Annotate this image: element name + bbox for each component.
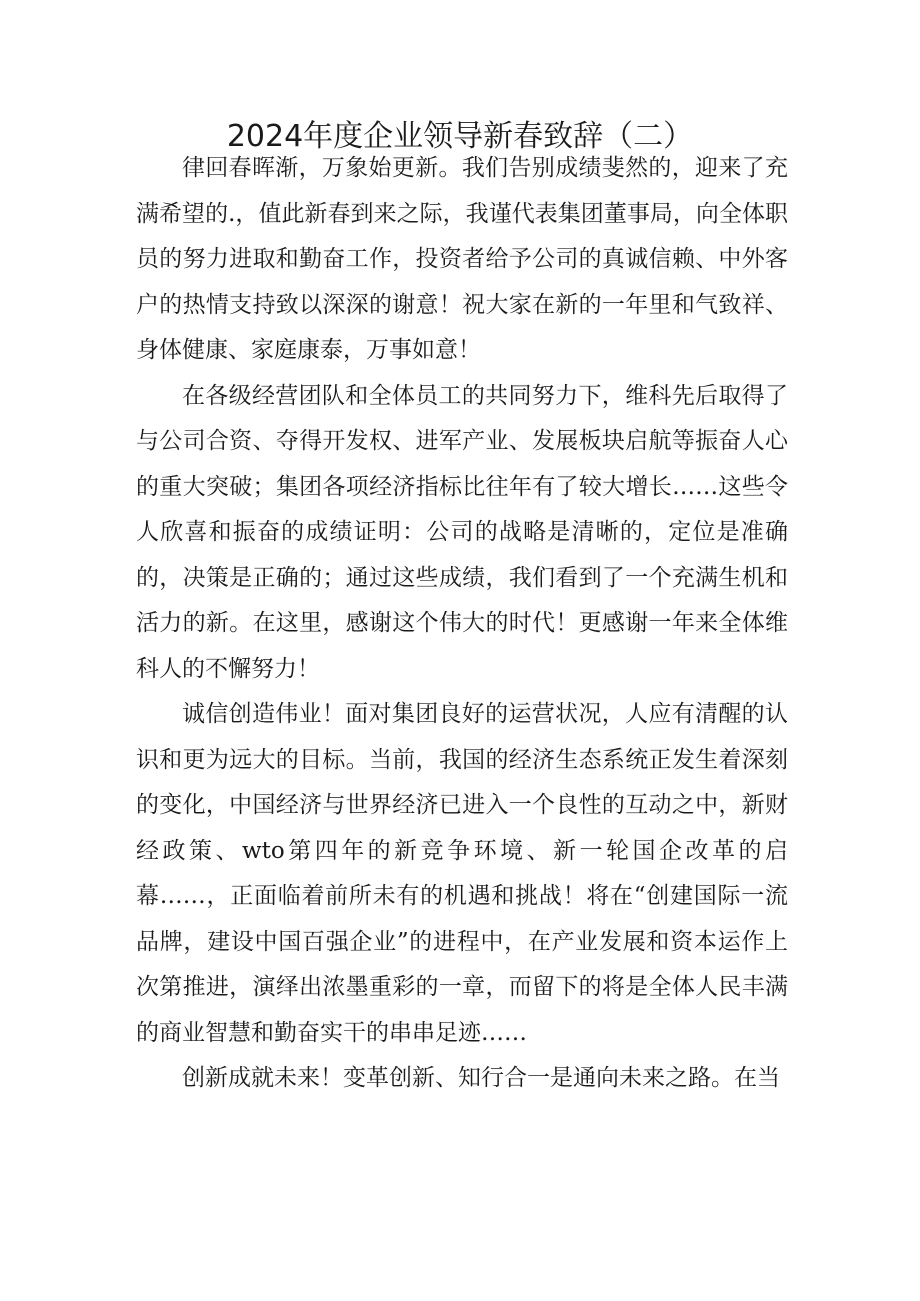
document-title: 2024年度企业领导新春致辞（二） [226,119,694,154]
paragraph-4: 创新成就未来！变革创新、知行合一是通向未来之路。在当 [182,1065,780,1091]
paragraph-1: 律回春晖渐，万象始更新。我们告别成绩斐然的，迎来了充满希望的.，值此新春到来之际，我谨代表集团董事局，向全体职员的努力进取和勤奋工作，投资者给予公司的真诚信赖、中外客户的热情支持致以深深的谢意！祝大家在新的一年里和气致祥、身体健康、家庭康泰，万事如意！ [136,155,788,363]
paragraph-2: 在各级经营团队和全体员工的共同努力下，维科先后取得了与公司合资、夺得开发权、进军产业、发展板块启航等振奋人心的重大突破；集团各项经济指标比往年有了较大增长……这些令人欣喜和振奋的成绩证明：公司的战略是清晰的，定位是准确的，决策是正确的；通过这些成绩，我们看到了一个充满生机和活力的新。在这里，感谢这个伟大的时代！更感谢一年来全体维科人的不懈努力！ [136,382,788,682]
document-body [136,146,788,1102]
paragraph-3: 诚信创造伟业！面对集团良好的运营状况，人应有清醒的认识和更为远大的目标。当前，我国的经济生态系统正发生着深刻的变化，中国经济与世界经济已进入一个良性的互动之中，新财经政策、wto第四年的新竞争环境、新一轮国企改革的启幕……，正面临着前所未有的机遇和挑战！将在“创建国际一流品牌，建设中国百强企业”的进程中，在产业发展和资本运作上次第推进，演绎出浓墨重彩的一章，而留下的将是全体人民丰满的商业智慧和勤奋实干的串串足迹…… [136,701,788,1046]
